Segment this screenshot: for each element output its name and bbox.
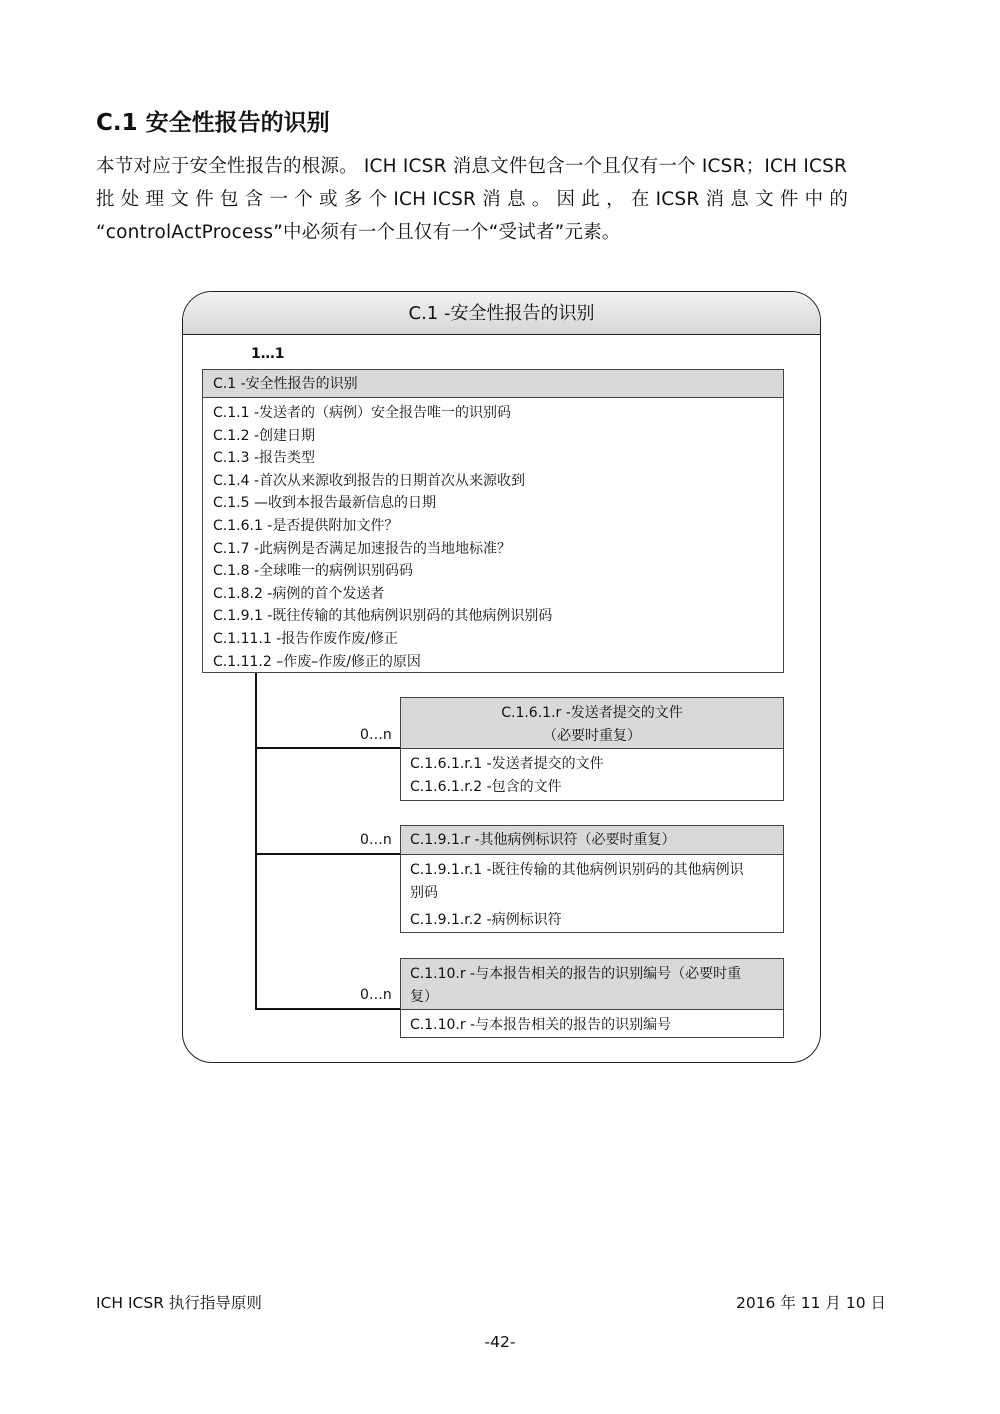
- header-line: （必要时重复）: [543, 727, 641, 744]
- main-class-items: [203, 398, 783, 673]
- paragraph-line: “controlActProcess”中必须有一个且仅有一个“受试者”元素。: [96, 222, 621, 243]
- list-item: C.1.9.1 -既往传输的其他病例识别码的其他病例识别码: [213, 608, 553, 625]
- sub-class-header: [401, 959, 783, 1010]
- sub-multiplicity: 0…n: [360, 727, 392, 743]
- header-line: C.1.6.1.r -发送者提交的文件: [501, 705, 683, 721]
- main-multiplicity: 1…1: [251, 346, 285, 362]
- header-line: C.1.10.r -与本报告相关的报告的识别编号（必要时重: [410, 966, 742, 982]
- page-number: -42-: [484, 1333, 516, 1351]
- connector-vertical: [255, 673, 257, 1009]
- sub-multiplicity: 0…n: [360, 987, 392, 1003]
- connector-branch: [255, 747, 400, 749]
- header-line: 复）: [410, 988, 438, 1005]
- list-item: C.1.1 -发送者的（病例）安全报告唯一的识别码: [213, 405, 511, 421]
- footer-document-title: ICH ICSR 执行指导原则: [96, 1294, 262, 1312]
- list-item: C.1.2 -创建日期: [213, 427, 315, 444]
- list-item: C.1.11.1 -报告作废作废/修正: [213, 630, 398, 647]
- main-class-box: [202, 369, 784, 673]
- sub-class-items: [401, 749, 783, 798]
- paragraph-line: 批 处 理 文 件 包 含 一 个 或 多 个 ICH ICSR 消 息 。 因 此 ， 在 ICSR 消 息 文 件 中 的: [96, 189, 849, 210]
- list-item: C.1.8.2 -病例的首个发送者: [213, 585, 385, 602]
- sub-class-header: [401, 698, 783, 749]
- list-item: C.1.6.1 -是否提供附加文件？: [213, 517, 399, 534]
- list-item: C.1.4 -首次从来源收到报告的日期首次从来源收到: [213, 472, 525, 489]
- sub-multiplicity: 0…n: [360, 832, 392, 848]
- list-item: C.1.9.1.r.1 -既往传输的其他病例识别码的其他病例识: [410, 862, 744, 878]
- sub-class-box: [400, 958, 784, 1038]
- list-item: C.1.5 —收到本报告最新信息的日期: [213, 495, 436, 512]
- sub-class-header: C.1.9.1.r -其他病例标识符（必要时重复）: [401, 826, 783, 855]
- paragraph-line: 本节对应于安全性报告的根源。 ICH ICSR 消息文件包含一个且仅有一个 ICSR；ICH ICSR: [96, 156, 848, 177]
- sub-class-box: [400, 697, 784, 801]
- list-item: C.1.3 -报告类型: [213, 450, 315, 467]
- list-item: C.1.9.1.r.2 -病例标识符: [410, 912, 562, 929]
- list-item: C.1.8 -全球唯一的病例识别码码: [213, 563, 413, 580]
- intro-paragraph: [96, 150, 904, 249]
- connector-branch: [255, 853, 400, 855]
- sub-class-items: [401, 855, 783, 932]
- list-item: C.1.11.2 –作废–作废/修正的原因: [213, 653, 421, 670]
- list-item: 别码: [410, 884, 438, 901]
- list-item: C.1.6.1.r.2 -包含的文件: [410, 778, 562, 795]
- diagram-title: C.1 -安全性报告的识别: [183, 292, 820, 335]
- section-heading: C.1 安全性报告的识别: [96, 110, 330, 136]
- connector-branch: [255, 1008, 400, 1010]
- footer-date: 2016 年 11 月 10 日: [735, 1294, 886, 1312]
- list-item: C.1.7 -此病例是否满足加速报告的当地地标准？: [213, 540, 511, 557]
- list-item: C.1.6.1.r.1 -发送者提交的文件: [410, 756, 604, 772]
- sub-class-box: [400, 825, 784, 933]
- main-class-header: C.1 -安全性报告的识别: [203, 370, 783, 398]
- list-item: C.1.10.r -与本报告相关的报告的识别编号: [410, 1017, 672, 1033]
- sub-class-items: [401, 1010, 783, 1037]
